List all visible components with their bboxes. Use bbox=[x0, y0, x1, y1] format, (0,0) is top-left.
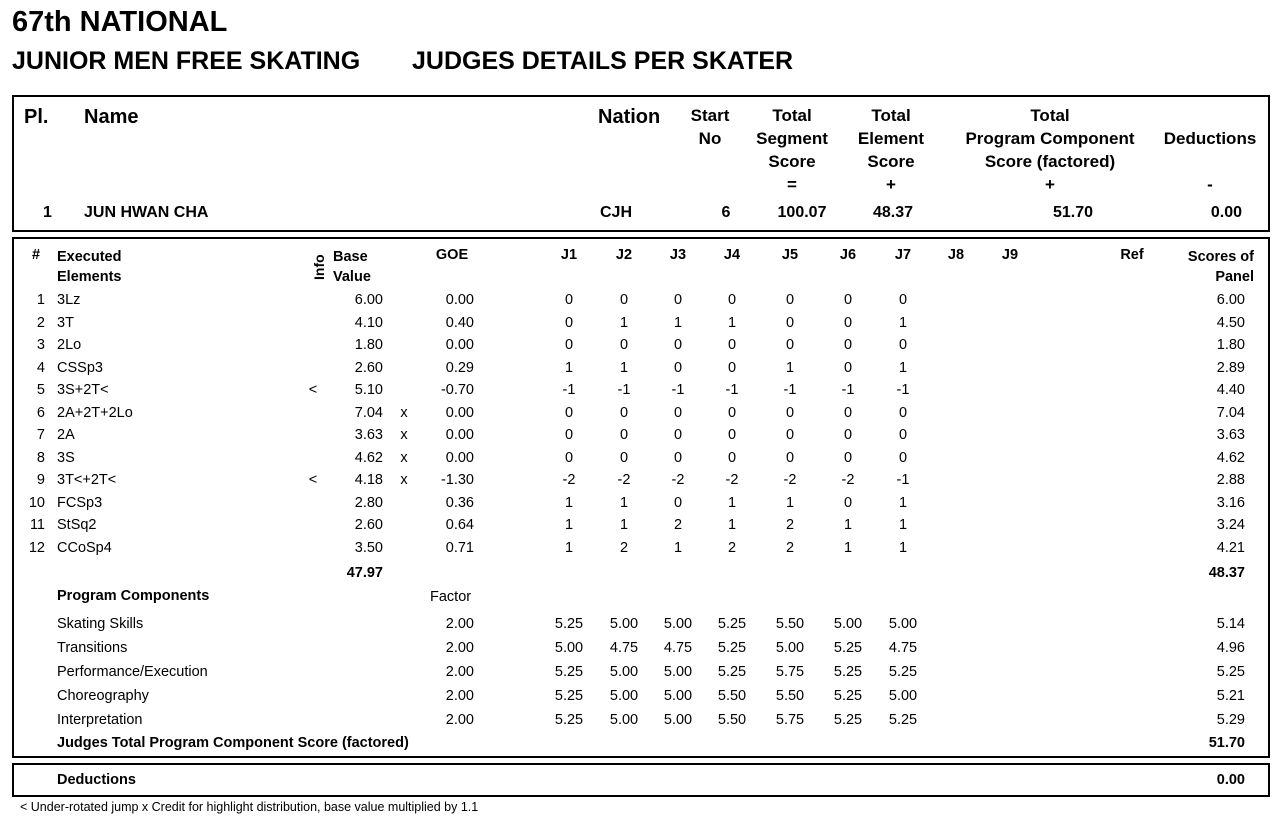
element-code: 3T bbox=[57, 314, 74, 331]
component-judge-5-mark: 5.00 bbox=[775, 640, 805, 656]
col-elements-header-line2: Elements bbox=[57, 269, 122, 285]
element-base-value: 5.10 bbox=[354, 382, 383, 398]
element-judge-2-goe: 0 bbox=[619, 427, 629, 443]
component-judge-7-mark: 4.75 bbox=[888, 640, 918, 656]
component-panel-score: 5.21 bbox=[1216, 688, 1245, 704]
element-judge-4-goe: 0 bbox=[727, 404, 737, 421]
deductions-header-line1: Deductions bbox=[1163, 129, 1257, 148]
component-panel-score: 5.29 bbox=[1216, 712, 1245, 728]
element-judge-7-goe: 1 bbox=[898, 359, 908, 376]
component-judge-1-mark: 5.25 bbox=[554, 616, 584, 632]
deductions-label: Deductions bbox=[57, 772, 136, 788]
element-goe: 0.64 bbox=[445, 517, 474, 533]
element-panel-score: 3.63 bbox=[1216, 427, 1245, 443]
component-judge-4-mark: 5.50 bbox=[717, 712, 747, 728]
element-judge-3-goe: 0 bbox=[673, 494, 683, 511]
element-judge-1-goe: 1 bbox=[564, 517, 574, 533]
pcs-header-line2: Program Component bbox=[965, 129, 1135, 148]
element-judge-7-goe: -1 bbox=[896, 472, 910, 488]
col-info-header: Info bbox=[311, 254, 327, 280]
component-name: Performance/Execution bbox=[57, 664, 208, 680]
element-bonus-flag: x bbox=[400, 472, 408, 488]
element-judge-1-goe: -2 bbox=[562, 472, 576, 488]
component-judge-7-mark: 5.00 bbox=[888, 688, 918, 704]
element-number: 3 bbox=[36, 337, 45, 353]
judge-header-1: J1 bbox=[560, 247, 578, 263]
component-judge-3-mark: 5.00 bbox=[663, 712, 693, 728]
element-panel-score: 4.40 bbox=[1216, 382, 1245, 398]
judge-header-5: J5 bbox=[781, 247, 799, 263]
element-panel-score: 2.88 bbox=[1216, 472, 1245, 488]
component-judge-3-mark: 5.00 bbox=[663, 664, 693, 680]
skater-tes: 48.37 bbox=[872, 204, 914, 221]
component-judge-2-mark: 5.00 bbox=[609, 616, 639, 632]
element-base-value: 4.10 bbox=[354, 314, 383, 331]
component-factor: 2.00 bbox=[445, 640, 474, 656]
element-info-flag: < bbox=[308, 472, 318, 488]
element-judge-5-goe: 2 bbox=[785, 539, 795, 556]
element-judge-7-goe: 0 bbox=[898, 449, 908, 466]
component-judge-2-mark: 5.00 bbox=[609, 688, 639, 704]
element-judge-4-goe: 0 bbox=[727, 337, 737, 353]
element-judge-4-goe: 0 bbox=[727, 292, 737, 308]
element-judge-1-goe: 1 bbox=[564, 539, 574, 556]
element-judge-4-goe: -2 bbox=[725, 472, 739, 488]
element-bonus-flag: x bbox=[400, 427, 408, 443]
pcs-header-line1: Total bbox=[1030, 106, 1070, 125]
component-name: Choreography bbox=[57, 688, 149, 704]
component-judge-5-mark: 5.75 bbox=[775, 664, 805, 680]
element-judge-4-goe: 2 bbox=[727, 539, 737, 556]
components-title: Program Components bbox=[57, 588, 210, 604]
element-base-value: 4.18 bbox=[354, 472, 383, 488]
element-bonus-flag: x bbox=[400, 404, 408, 421]
component-judge-7-mark: 5.25 bbox=[888, 712, 918, 728]
pcs-total: 51.70 bbox=[1208, 735, 1245, 751]
component-judge-5-mark: 5.50 bbox=[775, 688, 805, 704]
element-judge-6-goe: 0 bbox=[843, 404, 853, 421]
skater-place: 1 bbox=[43, 204, 52, 221]
element-judge-4-goe: 0 bbox=[727, 449, 737, 466]
element-judge-6-goe: 0 bbox=[843, 314, 853, 331]
element-judge-1-goe: 1 bbox=[564, 359, 574, 376]
element-judge-6-goe: 1 bbox=[843, 517, 853, 533]
element-judge-3-goe: 0 bbox=[673, 427, 683, 443]
element-judge-6-goe: 1 bbox=[843, 539, 853, 556]
element-panel-score: 4.62 bbox=[1216, 449, 1245, 466]
element-judge-6-goe: 0 bbox=[843, 494, 853, 511]
element-judge-4-goe: 1 bbox=[727, 517, 737, 533]
element-judge-1-goe: 0 bbox=[564, 292, 574, 308]
element-judge-2-goe: 1 bbox=[619, 314, 629, 331]
element-judge-2-goe: 0 bbox=[619, 449, 629, 466]
element-judge-6-goe: -2 bbox=[841, 472, 855, 488]
element-judge-7-goe: 0 bbox=[898, 427, 908, 443]
component-judge-6-mark: 5.25 bbox=[833, 712, 863, 728]
element-judge-1-goe: 1 bbox=[564, 494, 574, 511]
tss-header-operator: = bbox=[787, 175, 797, 194]
element-judge-6-goe: 0 bbox=[843, 337, 853, 353]
element-judge-1-goe: 0 bbox=[564, 404, 574, 421]
element-judge-2-goe: 1 bbox=[619, 494, 629, 511]
element-judge-7-goe: 0 bbox=[898, 404, 908, 421]
element-base-value: 2.60 bbox=[354, 517, 383, 533]
element-judge-7-goe: 0 bbox=[898, 337, 908, 353]
place-header: Pl. bbox=[24, 106, 49, 128]
judge-header-2: J2 bbox=[615, 247, 633, 263]
component-judge-5-mark: 5.50 bbox=[775, 616, 805, 632]
component-panel-score: 5.14 bbox=[1216, 616, 1245, 632]
col-panel-header bbox=[1188, 247, 1254, 287]
element-judge-2-goe: 0 bbox=[619, 292, 629, 308]
nation-header: Nation bbox=[598, 106, 661, 128]
element-number: 6 bbox=[36, 404, 45, 421]
component-judge-2-mark: 4.75 bbox=[609, 640, 639, 656]
component-factor: 2.00 bbox=[445, 688, 474, 704]
element-base-value: 2.60 bbox=[354, 359, 383, 376]
component-judge-6-mark: 5.25 bbox=[833, 664, 863, 680]
element-judge-3-goe: -2 bbox=[671, 472, 685, 488]
skater-pcs: 51.70 bbox=[1052, 204, 1094, 221]
element-base-value: 1.80 bbox=[354, 337, 383, 353]
name-header: Name bbox=[84, 106, 139, 128]
pcs-header-operator: + bbox=[1045, 175, 1055, 194]
deductions-header-operator: - bbox=[1207, 175, 1213, 194]
col-elements-header-line1: Executed bbox=[57, 249, 122, 265]
element-judge-1-goe: 0 bbox=[564, 337, 574, 353]
element-judge-5-goe: 1 bbox=[785, 359, 795, 376]
element-judge-5-goe: 0 bbox=[785, 449, 795, 466]
element-judge-3-goe: 0 bbox=[673, 404, 683, 421]
skater-nation: CJH bbox=[600, 204, 633, 221]
component-name: Interpretation bbox=[57, 712, 143, 728]
element-goe: -0.70 bbox=[440, 382, 474, 398]
element-base-value: 2.80 bbox=[354, 494, 383, 511]
element-goe: 0.36 bbox=[445, 494, 474, 511]
element-judge-6-goe: 0 bbox=[843, 449, 853, 466]
component-judge-3-mark: 4.75 bbox=[663, 640, 693, 656]
total-base-value: 47.97 bbox=[346, 565, 383, 581]
judge-header-4: J4 bbox=[723, 247, 741, 263]
tss-header-line3: Score bbox=[768, 152, 816, 171]
start-no-header-line1: Start bbox=[690, 106, 730, 125]
element-goe: 0.00 bbox=[445, 449, 474, 466]
element-judge-1-goe: 0 bbox=[564, 449, 574, 466]
element-judge-3-goe: 0 bbox=[673, 292, 683, 308]
tes-header-line1: Total bbox=[871, 106, 911, 125]
start-no-header-line2: No bbox=[698, 129, 722, 148]
element-judge-7-goe: 1 bbox=[898, 314, 908, 331]
element-code: 3S bbox=[57, 449, 75, 466]
judge-header-7: J7 bbox=[894, 247, 912, 263]
element-code: CSSp3 bbox=[57, 359, 103, 376]
component-judge-5-mark: 5.75 bbox=[775, 712, 805, 728]
event-title: 67th NATIONAL bbox=[12, 6, 228, 38]
tes-header-line2: Element bbox=[857, 129, 925, 148]
element-judge-7-goe: 1 bbox=[898, 539, 908, 556]
element-number: 1 bbox=[36, 292, 45, 308]
element-judge-6-goe: 0 bbox=[843, 427, 853, 443]
element-number: 12 bbox=[28, 539, 45, 556]
element-judge-1-goe: 0 bbox=[564, 314, 574, 331]
element-judge-4-goe: 0 bbox=[727, 427, 737, 443]
judge-header-8: J8 bbox=[947, 247, 965, 263]
element-panel-score: 2.89 bbox=[1216, 359, 1245, 376]
pcs-header bbox=[965, 104, 1134, 196]
component-judge-1-mark: 5.00 bbox=[554, 640, 584, 656]
deductions-value: 0.00 bbox=[1216, 772, 1245, 788]
component-judge-6-mark: 5.25 bbox=[833, 688, 863, 704]
tes-header bbox=[858, 104, 924, 196]
element-judge-5-goe: 1 bbox=[785, 494, 795, 511]
element-judge-4-goe: -1 bbox=[725, 382, 739, 398]
element-judge-3-goe: 0 bbox=[673, 449, 683, 466]
element-info-flag: < bbox=[308, 382, 318, 398]
judge-header-3: J3 bbox=[669, 247, 687, 263]
element-judge-1-goe: 0 bbox=[564, 427, 574, 443]
element-base-value: 4.62 bbox=[354, 449, 383, 466]
element-judge-3-goe: 2 bbox=[673, 517, 683, 533]
element-judge-2-goe: 0 bbox=[619, 337, 629, 353]
component-factor: 2.00 bbox=[445, 664, 474, 680]
element-number: 7 bbox=[36, 427, 45, 443]
element-judge-3-goe: 1 bbox=[673, 314, 683, 331]
element-panel-score: 6.00 bbox=[1216, 292, 1245, 308]
element-judge-4-goe: 1 bbox=[727, 314, 737, 331]
element-judge-3-goe: 1 bbox=[673, 539, 683, 556]
element-goe: 0.00 bbox=[445, 404, 474, 421]
element-judge-5-goe: 2 bbox=[785, 517, 795, 533]
col-goe-header: GOE bbox=[435, 247, 469, 263]
element-judge-6-goe: 0 bbox=[843, 359, 853, 376]
element-number: 8 bbox=[36, 449, 45, 466]
element-panel-score: 4.50 bbox=[1216, 314, 1245, 331]
tes-header-operator: + bbox=[886, 175, 896, 194]
element-panel-score: 3.24 bbox=[1216, 517, 1245, 533]
skater-deductions: 0.00 bbox=[1210, 204, 1242, 221]
col-ref-header: Ref bbox=[1120, 247, 1144, 263]
component-judge-4-mark: 5.25 bbox=[717, 664, 747, 680]
element-panel-score: 7.04 bbox=[1216, 404, 1245, 421]
element-goe: 0.40 bbox=[445, 314, 474, 331]
element-judge-2-goe: 1 bbox=[619, 359, 629, 376]
judge-header-9: J9 bbox=[1001, 247, 1019, 263]
element-judge-2-goe: 2 bbox=[619, 539, 629, 556]
element-code: 3Lz bbox=[57, 292, 81, 308]
element-number: 10 bbox=[28, 494, 45, 511]
element-judge-5-goe: -1 bbox=[783, 382, 797, 398]
tss-header-line2: Segment bbox=[756, 129, 828, 148]
element-code: 2Lo bbox=[57, 337, 82, 353]
element-bonus-flag: x bbox=[400, 449, 408, 466]
element-judge-7-goe: 1 bbox=[898, 494, 908, 511]
element-number: 9 bbox=[36, 472, 45, 488]
element-judge-1-goe: -1 bbox=[562, 382, 576, 398]
deductions-box bbox=[12, 763, 1270, 797]
footnote: < Under-rotated jump x Credit for highlight distribution, base value multiplied by 1.1 bbox=[20, 800, 479, 814]
component-factor: 2.00 bbox=[445, 616, 474, 632]
component-judge-7-mark: 5.00 bbox=[888, 616, 918, 632]
skater-name: JUN HWAN CHA bbox=[84, 204, 209, 221]
element-judge-5-goe: 0 bbox=[785, 427, 795, 443]
component-judge-4-mark: 5.25 bbox=[717, 616, 747, 632]
element-judge-4-goe: 0 bbox=[727, 359, 737, 376]
element-number: 4 bbox=[36, 359, 45, 376]
element-judge-6-goe: -1 bbox=[841, 382, 855, 398]
element-number: 5 bbox=[36, 382, 45, 398]
element-goe: 0.00 bbox=[445, 337, 474, 353]
component-judge-4-mark: 5.50 bbox=[717, 688, 747, 704]
col-base-header-line1: Base bbox=[333, 249, 368, 265]
segment-title: JUNIOR MEN FREE SKATING bbox=[12, 47, 361, 75]
judge-header-6: J6 bbox=[839, 247, 857, 263]
element-code: 2A+2T+2Lo bbox=[57, 404, 133, 421]
deductions-header bbox=[1164, 127, 1257, 196]
element-judge-6-goe: 0 bbox=[843, 292, 853, 308]
tes-header-line3: Score bbox=[867, 152, 915, 171]
col-panel-header-line2: Panel bbox=[1215, 269, 1254, 285]
tss-header bbox=[756, 104, 828, 196]
element-goe: 0.29 bbox=[445, 359, 474, 376]
element-judge-5-goe: -2 bbox=[783, 472, 797, 488]
pcs-header-line3: Score (factored) bbox=[984, 152, 1116, 171]
element-judge-7-goe: 1 bbox=[898, 517, 908, 533]
component-judge-7-mark: 5.25 bbox=[888, 664, 918, 680]
element-judge-4-goe: 1 bbox=[727, 494, 737, 511]
element-judge-5-goe: 0 bbox=[785, 314, 795, 331]
element-judge-3-goe: 0 bbox=[673, 337, 683, 353]
factor-label: Factor bbox=[430, 589, 472, 605]
element-panel-score: 1.80 bbox=[1216, 337, 1245, 353]
element-base-value: 3.50 bbox=[354, 539, 383, 556]
component-judge-2-mark: 5.00 bbox=[609, 664, 639, 680]
element-judge-3-goe: -1 bbox=[671, 382, 685, 398]
element-goe: -1.30 bbox=[440, 472, 474, 488]
component-name: Skating Skills bbox=[57, 616, 144, 632]
component-panel-score: 5.25 bbox=[1216, 664, 1245, 680]
skater-start-no: 6 bbox=[721, 204, 731, 221]
element-base-value: 7.04 bbox=[354, 404, 383, 421]
component-panel-score: 4.96 bbox=[1216, 640, 1245, 656]
element-judge-3-goe: 0 bbox=[673, 359, 683, 376]
report-title: JUDGES DETAILS PER SKATER bbox=[412, 47, 794, 75]
element-code: 2A bbox=[57, 427, 75, 443]
element-goe: 0.00 bbox=[445, 427, 474, 443]
element-judge-2-goe: 1 bbox=[619, 517, 629, 533]
element-goe: 0.71 bbox=[445, 539, 474, 556]
component-judge-4-mark: 5.25 bbox=[717, 640, 747, 656]
component-judge-1-mark: 5.25 bbox=[554, 712, 584, 728]
start-no-header bbox=[691, 104, 730, 150]
element-judge-5-goe: 0 bbox=[785, 292, 795, 308]
element-panel-score: 4.21 bbox=[1216, 539, 1245, 556]
element-number: 2 bbox=[36, 314, 45, 331]
component-judge-3-mark: 5.00 bbox=[663, 616, 693, 632]
element-number: 11 bbox=[29, 517, 45, 533]
element-panel-score: 3.16 bbox=[1216, 494, 1245, 511]
col-base-header bbox=[333, 247, 371, 287]
col-elements-header bbox=[57, 247, 121, 287]
element-judge-2-goe: 0 bbox=[619, 404, 629, 421]
col-base-header-line2: Value bbox=[333, 269, 371, 285]
element-base-value: 6.00 bbox=[354, 292, 383, 308]
component-name: Transitions bbox=[57, 640, 128, 656]
element-code: 3S+2T< bbox=[57, 382, 109, 398]
element-judge-7-goe: -1 bbox=[896, 382, 910, 398]
tss-header-line1: Total bbox=[772, 106, 812, 125]
component-judge-1-mark: 5.25 bbox=[554, 688, 584, 704]
element-judge-2-goe: -1 bbox=[617, 382, 631, 398]
element-judge-2-goe: -2 bbox=[617, 472, 631, 488]
element-judge-5-goe: 0 bbox=[785, 404, 795, 421]
element-judge-5-goe: 0 bbox=[785, 337, 795, 353]
col-num-header: # bbox=[32, 247, 41, 263]
component-judge-1-mark: 5.25 bbox=[554, 664, 584, 680]
component-judge-6-mark: 5.00 bbox=[833, 616, 863, 632]
element-code: CCoSp4 bbox=[57, 539, 112, 556]
pcs-total-label: Judges Total Program Component Score (factored) bbox=[57, 735, 409, 751]
element-code: 3T<+2T< bbox=[57, 472, 117, 488]
component-factor: 2.00 bbox=[445, 712, 474, 728]
total-panel-score: 48.37 bbox=[1208, 565, 1245, 581]
element-base-value: 3.63 bbox=[354, 427, 383, 443]
element-code: StSq2 bbox=[57, 517, 97, 533]
skater-tss: 100.07 bbox=[777, 204, 827, 221]
col-panel-header-line1: Scores of bbox=[1187, 249, 1254, 265]
component-judge-3-mark: 5.00 bbox=[663, 688, 693, 704]
element-code: FCSp3 bbox=[57, 494, 103, 511]
element-goe: 0.00 bbox=[445, 292, 474, 308]
component-judge-2-mark: 5.00 bbox=[609, 712, 639, 728]
component-judge-6-mark: 5.25 bbox=[833, 640, 863, 656]
element-judge-7-goe: 0 bbox=[898, 292, 908, 308]
